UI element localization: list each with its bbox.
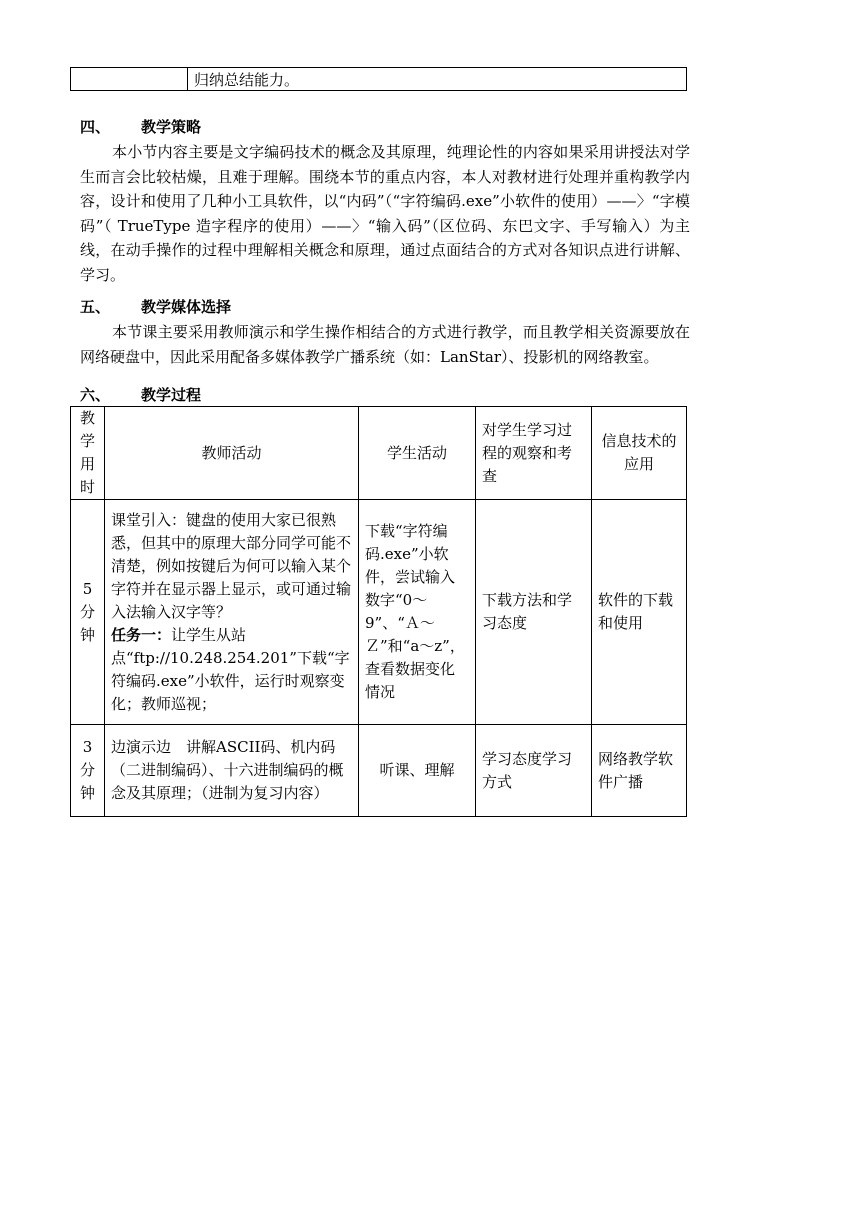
cell-teacher-activity [105, 500, 359, 725]
time-char: 分 [79, 761, 95, 779]
cell-observation: 学习态度学习方式 [476, 725, 592, 817]
section-paragraph-5: 本节课主要采用教师演示和学生操作相结合的方式进行教学，而且教学相关资源要放在网络硬盘中，因此采用配备多媒体教学广播系统（如：LanStar）、投影机的网络教室。 [80, 323, 690, 366]
header-teacher-activity: 教师活动 [105, 407, 359, 500]
table-header-row [71, 407, 687, 500]
section-heading-4 [80, 116, 201, 137]
table-cell-empty [71, 68, 188, 91]
task-label: 任务一： [111, 625, 172, 644]
header-time-char: 用 [79, 455, 95, 473]
cell-teacher-activity: 边演示边 讲解ASCII码、机内码（二进制编码）、十六进制编码的概念及其原理；（进制为复习内容） [105, 725, 359, 817]
table-row [71, 68, 687, 91]
header-observation: 对学生学习过程的观察和考查 [476, 407, 592, 500]
time-char: 分 [79, 602, 95, 621]
section-title: 教学过程 [141, 386, 202, 404]
time-char: 3 [82, 738, 93, 756]
cell-student-activity: 听课、理解 [359, 725, 476, 817]
section-heading-5 [80, 296, 231, 317]
header-time-char: 时 [79, 478, 95, 496]
previous-table-fragment [70, 67, 687, 91]
cell-it-application: 网络教学软件广播 [592, 725, 687, 817]
time-char: 钟 [79, 625, 95, 644]
table-row [71, 500, 687, 725]
teaching-process-table [70, 406, 687, 817]
section-number: 六、 [80, 386, 111, 404]
header-it-application: 信息技术的应用 [592, 407, 687, 500]
cell-time [71, 500, 105, 725]
cell-it-application: 软件的下载和使用 [592, 500, 687, 725]
cell-student-activity: 下载“字符编码.exe”小软件，尝试输入数字“0～9”、“Ａ～Ｚ”和“a～z”，查看数据变化情况 [359, 500, 476, 725]
cell-time [71, 725, 105, 817]
header-student-activity: 学生活动 [359, 407, 476, 500]
teacher-task-text [111, 624, 352, 716]
section-number: 五、 [80, 298, 111, 316]
time-char: 5 [82, 579, 93, 598]
section-heading-6 [80, 384, 201, 405]
section-title: 教学策略 [141, 118, 202, 136]
header-time [71, 407, 105, 500]
task-body: 让学生从站点“ftp://10.248.254.201”下载“字符编码.exe”小软件，运行时观察变化；教师巡视； [111, 625, 350, 713]
time-char: 钟 [79, 784, 95, 802]
header-time-char: 学 [79, 432, 95, 450]
section-title: 教学媒体选择 [141, 298, 232, 316]
table-cell: 归纳总结能力。 [188, 68, 687, 91]
header-time-char: 教 [79, 409, 95, 427]
table-row [71, 725, 687, 817]
cell-observation: 下载方法和学习态度 [476, 500, 592, 725]
section-number: 四、 [80, 118, 111, 136]
teacher-intro-text: 课堂引入：键盘的使用大家已很熟悉，但其中的原理大部分同学可能不清楚，例如按键后为何可以输入某个字符并在显示器上显示，或可通过输入法输入汉字等？ [111, 510, 352, 621]
section-paragraph-4: 本小节内容主要是文字编码技术的概念及其原理，纯理论性的内容如果采用讲授法对学生而言会比较枯燥，且难于理解。围绕本节的重点内容，本人对教材进行处理并重构教学内容，设计和使用了几种小工具软件，以“内码”（“字符编码.exe”小软件的使用）——〉“字模码”（ TrueType 造字程序的使用）——〉“输入码”（区位码、东巴文字、手写输入）为主线，在动手操作的过程中理解相关概念和原理，通过点面结合的方式对各知识点进行讲解、学习。 [80, 143, 690, 284]
